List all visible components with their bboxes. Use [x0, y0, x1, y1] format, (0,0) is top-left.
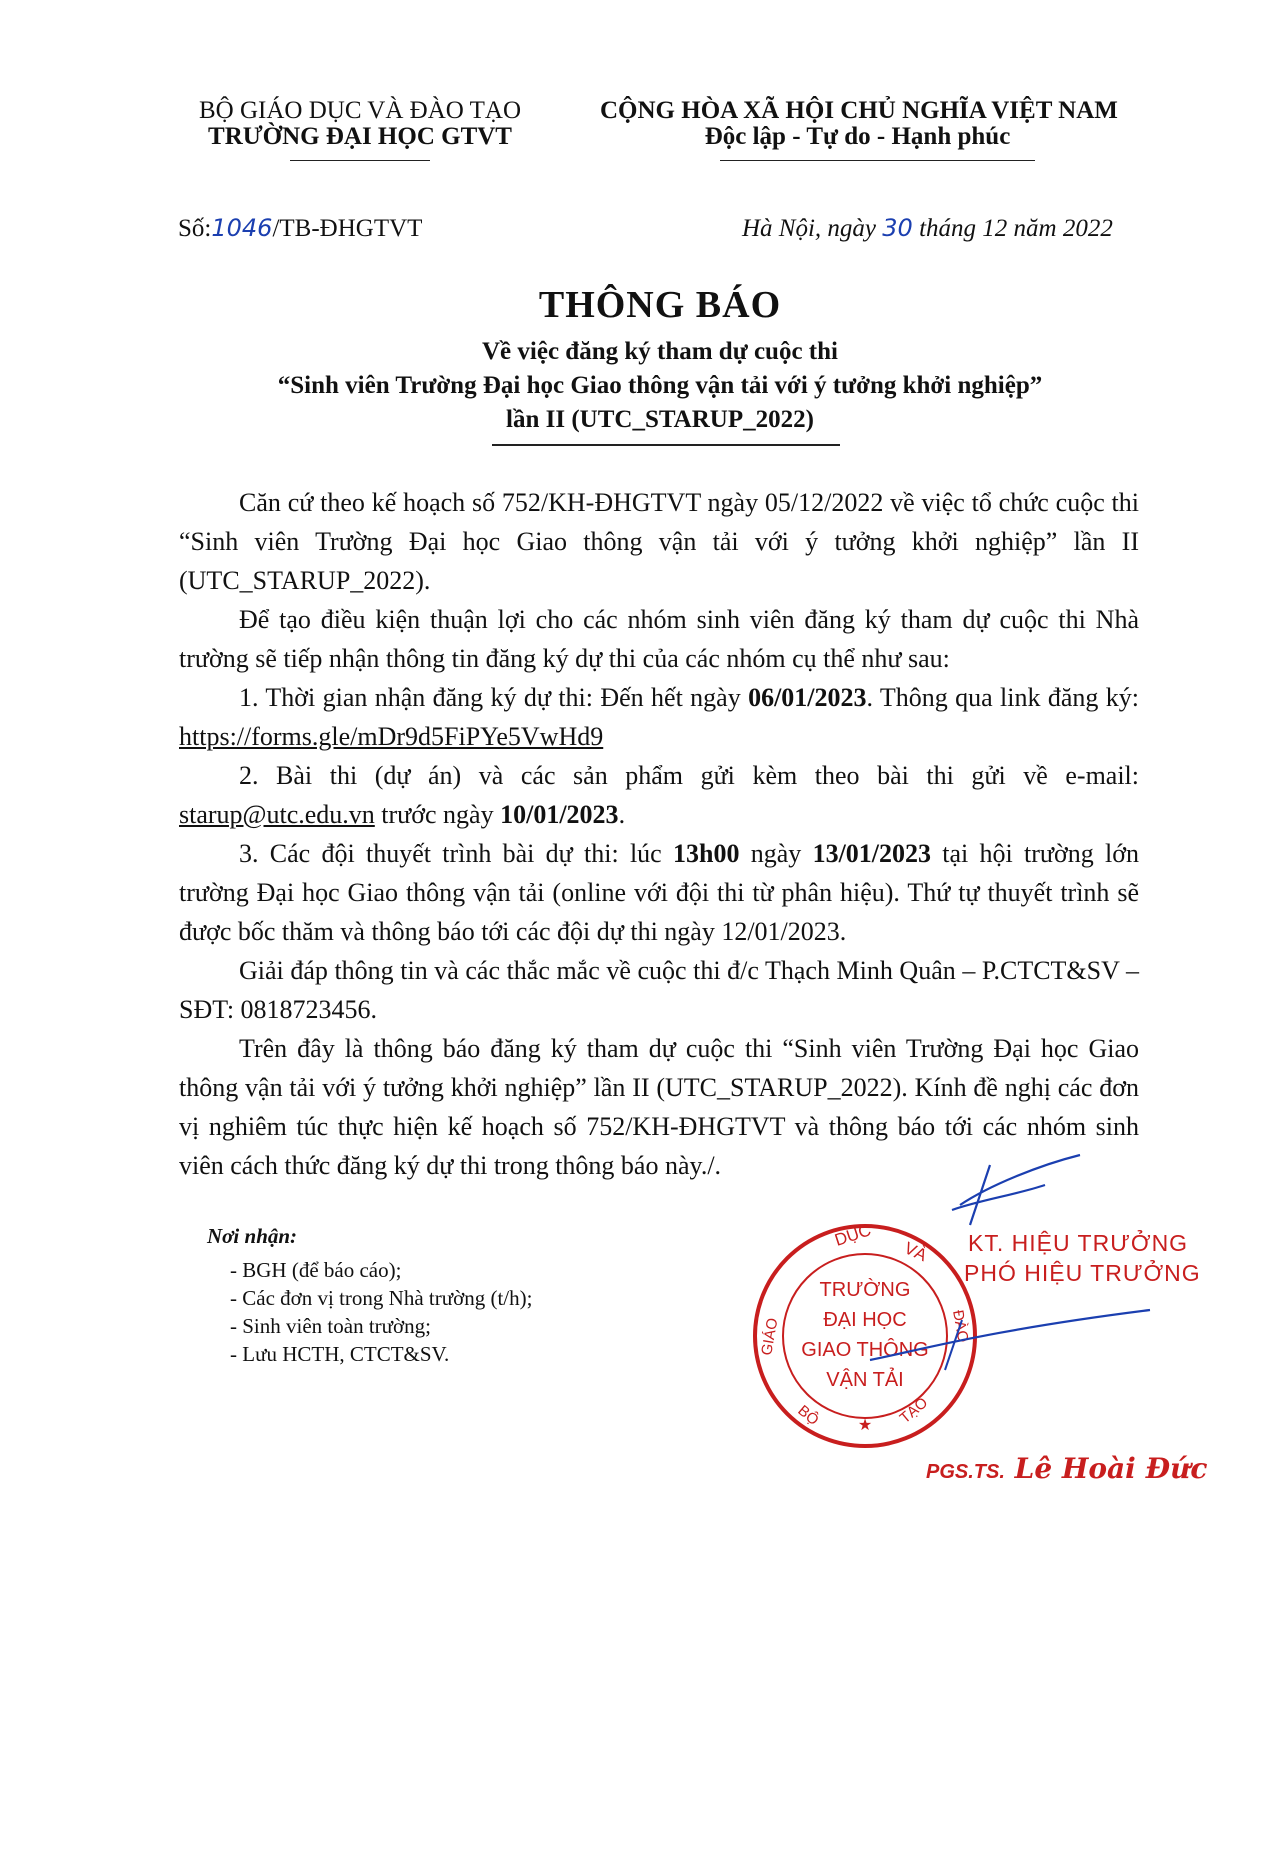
stamp-star-icon: ★ [857, 1415, 873, 1434]
title-subject-line2: “Sinh viên Trường Đại học Giao thông vận tải với ý tưởng khởi nghiệp” [277, 372, 1043, 399]
handwritten-day: 30 [882, 214, 913, 242]
paragraph-intro: Để tạo điều kiện thuận lợi cho các nhóm sinh viên đăng ký tham dự cuộc thi Nhà trường sẽ tiếp nhận thông tin đăng ký dự thi của các nhóm cụ thể như sau: [179, 605, 1139, 673]
registration-link[interactable]: https://forms.gle/mDr9d5FiPYe5VwHd9 [179, 722, 604, 751]
ministry-name: BỘ GIÁO DỤC VÀ ĐÀO TẠO [199, 97, 521, 124]
country-name: CỘNG HÒA XÃ HỘI CHỦ NGHĨA VIỆT NAM [600, 97, 1118, 124]
item-3: 3. Các đội thuyết trình bài dự thi: lúc 13h00 ngày 13/01/2023 tại hội trường lớn trường Đại học Giao thông vận tải (online với đội thi từ phân hiệu). Thứ tự thuyết trình sẽ được bốc thăm và thông báo tới các đội dự thi ngày 12/01/2023. [179, 839, 1140, 946]
stamp-line4: VẬN TẢI [826, 1369, 904, 1391]
university-name: TRƯỜNG ĐẠI HỌC GTVT [208, 123, 512, 150]
document-date: Hà Nội, ngày 30 tháng 12 năm 2022 [742, 214, 1113, 242]
stamp-text-bottom: TẠO [896, 1394, 932, 1428]
recipient-item: - Lưu HCTH, CTCT&SV. [230, 1342, 450, 1366]
title-subject-line3: lần II (UTC_STARUP_2022) [506, 406, 814, 433]
recipients-heading: Nơi nhận: [207, 1224, 298, 1248]
signature-title-line2: PHÓ HIỆU TRƯỞNG [964, 1260, 1201, 1286]
paragraph-basis: Căn cứ theo kế hoạch số 752/KH-ĐHGTVT ngày 05/12/2022 về việc tổ chức cuộc thi “Sinh viên Trường Đại học Giao thông vận tải với ý tưởng khởi nghiệp” lần II (UTC_STARUP_2022). [179, 488, 1139, 595]
handwritten-signature [840, 1125, 1170, 1405]
stamp-line1: TRƯỜNG [819, 1279, 911, 1301]
stamp-text-right: ĐÀO [949, 1308, 972, 1344]
contact-email-link[interactable]: starup@utc.edu.vn [179, 800, 375, 829]
paragraph-closing: Trên đây là thông báo đăng ký tham dự cuộc thi “Sinh viên Trường Đại học Giao thông vận tải với ý tưởng khởi nghiệp” lần II (UTC_STARUP_2022). Kính đề nghị các đơn vị nghiêm túc thực hiện kế hoạch số 752/KH-ĐHGTVT và thông báo tới các nhóm sinh viên cách thức đăng ký dự thi trong thông báo này./. [179, 1034, 1139, 1180]
document-number: Số:1046/TB-ĐHGTVT [178, 214, 423, 242]
stamp-text-bottom-left: BỘ [794, 1402, 822, 1430]
stamp-line2: ĐẠI HỌC [823, 1309, 907, 1331]
title-rule [492, 444, 840, 446]
stamp-line3: GIAO THÔNG [801, 1339, 929, 1361]
document-title: THÔNG BÁO [538, 284, 782, 326]
recipient-item: - Sinh viên toàn trường; [230, 1314, 431, 1338]
stamp-text-top: DỤC [832, 1220, 874, 1250]
item-2: 2. Bài thi (dự án) và các sản phẩm gửi kèm theo bài thi gửi về e-mail: starup@utc.edu.vn trước ngày 10/01/2023. [179, 761, 1139, 829]
stamp-text-top2: VÀ [901, 1238, 930, 1266]
paragraph-contact: Giải đáp thông tin và các thắc mắc về cuộc thi đ/c Thạch Minh Quân – P.CTCT&SV – SĐT: 0818723456. [179, 956, 1139, 1024]
motto: Độc lập - Tự do - Hạnh phúc [704, 123, 1011, 150]
title-subject-line1: Về việc đăng ký tham dự cuộc thi [482, 338, 838, 365]
recipient-item: - Các đơn vị trong Nhà trường (t/h); [230, 1286, 533, 1310]
header-right-rule [720, 160, 1035, 161]
recipient-item: - BGH (để báo cáo); [230, 1258, 402, 1282]
header-left-rule [290, 160, 430, 161]
signature-title-line1: KT. HIỆU TRƯỞNG [968, 1230, 1189, 1256]
signer-name: PGS.TS. Lê Hoài Đức [926, 1452, 1208, 1485]
stamp-text-left: GIÁO [758, 1316, 782, 1357]
item-1: 1. Thời gian nhận đăng ký dự thi: Đến hết ngày 06/01/2023. Thông qua link đăng ký: https://forms.gle/mDr9d5FiPYe5VwHd9 [179, 683, 1139, 751]
handwritten-number: 1046 [211, 214, 273, 242]
